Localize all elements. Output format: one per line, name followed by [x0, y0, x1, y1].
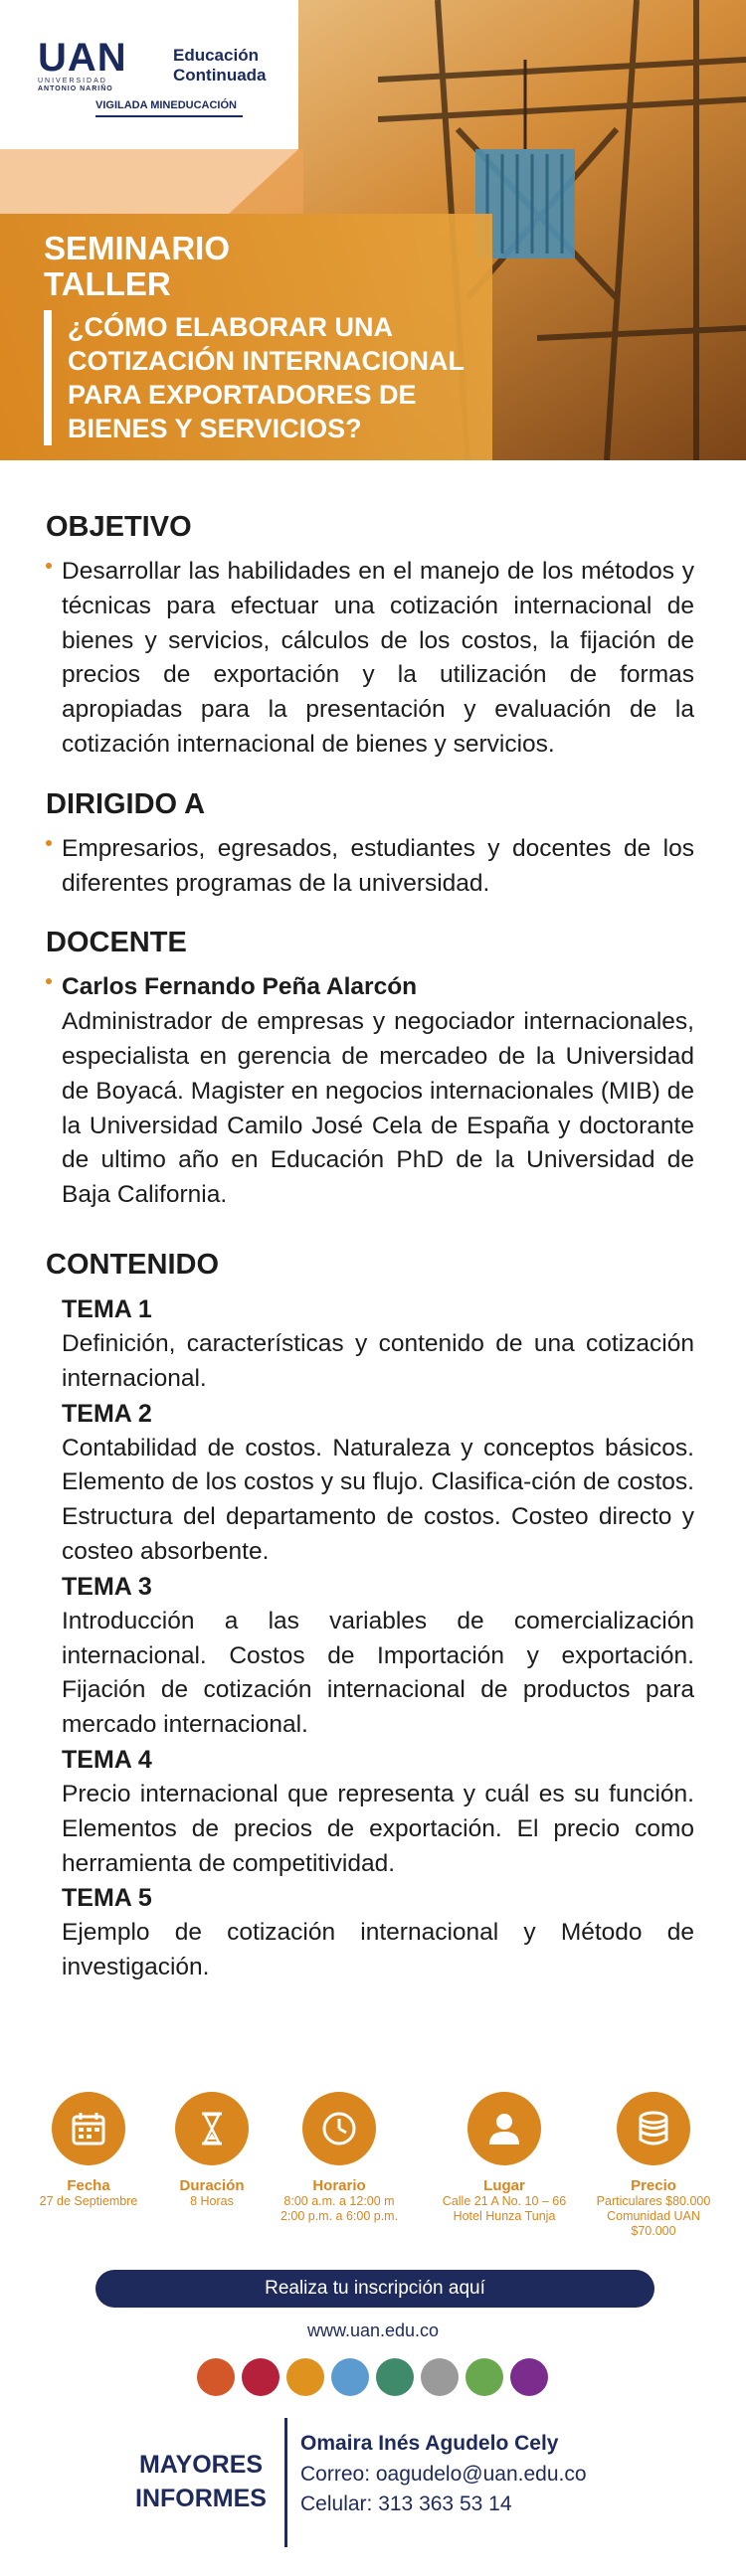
horario-label: Horario: [312, 2177, 366, 2194]
fecha-value: 27 de Septiembre: [39, 2194, 138, 2208]
header-banner: [0, 0, 746, 460]
precio-line-2: Comunidad UAN $70.000: [607, 2209, 700, 2238]
docente-heading: DOCENTE: [46, 927, 187, 959]
duracion-value: 8 Horas: [190, 2194, 234, 2208]
website-link[interactable]: www.uan.edu.co: [306, 2320, 440, 2340]
objetivo-text-item: [46, 555, 694, 763]
tema-3-text: Introducción a las variables de comercialización internacional. Costos de Importación y exportación. Fijación de cotización internacional de productos para mercado internacional.: [62, 1607, 694, 1739]
info-fecha: [24, 2092, 153, 2209]
informes-label: INFORMES: [135, 2485, 267, 2512]
precio-line-1: Particulares $80.000: [596, 2194, 711, 2208]
main-content: [46, 509, 694, 2009]
lugar-label: Lugar: [483, 2177, 525, 2194]
hourglass-icon: [175, 2092, 249, 2165]
dirigido-section: [46, 786, 694, 902]
lugar-line-2: Hotel Hunza Tunja: [453, 2209, 556, 2223]
contact-phone[interactable]: Celular: 313 363 53 14: [300, 2492, 512, 2515]
fecha-label: Fecha: [67, 2177, 110, 2194]
dirigido-text: Empresarios, egresados, estudiantes y docentes de los diferentes programas de la universidad.: [62, 834, 694, 897]
docente-text-item: [46, 970, 694, 1213]
vigilada-label: VIGILADA MINEDUCACIÓN: [95, 99, 237, 111]
contenido-section: [46, 1247, 694, 1985]
dirigido-heading: DIRIGIDO A: [46, 787, 206, 820]
divider: [95, 115, 243, 117]
question-line-4: BIENES Y SERVICIOS?: [68, 414, 362, 443]
color-dot: [331, 2358, 369, 2396]
bullet-icon: [46, 840, 52, 846]
coins-icon: [617, 2092, 690, 2165]
register-button[interactable]: Realiza tu inscripción aquí: [95, 2270, 654, 2308]
tema-4-label: TEMA 4: [62, 1745, 152, 1774]
tema-2-text: Contabilidad de costos. Naturaleza y conceptos básicos. Elemento de los costos y su flujo. Clasifica-ción de costos. Estructura del departamento de costos. Costeo directo y costeo absorbente.: [62, 1434, 694, 1565]
duracion-label: Duración: [179, 2177, 245, 2194]
color-dot: [466, 2358, 503, 2396]
objetivo-text: Desarrollar las habilidades en el manejo de los métodos y técnicas para efectuar una cotización internacional de bienes y servicios, cálculos de los costos, la fijación de precios de exportación y la utilización de formas apropiadas para la presentación y evaluación de la cotización internacional de bienes y servicios.: [62, 558, 694, 758]
color-dot: [286, 2358, 324, 2396]
taller-title: TALLER: [44, 265, 171, 302]
contact-heading: [131, 2448, 271, 2515]
docente-name: Carlos Fernando Peña Alarcón: [62, 973, 418, 1001]
question-line-3: PARA EXPORTADORES DE: [68, 380, 417, 410]
mayores-label: MAYORES: [138, 2451, 264, 2479]
educacion-label: Educación: [173, 46, 259, 65]
contenido-heading: CONTENIDO: [46, 1248, 219, 1281]
info-duracion: [147, 2092, 277, 2209]
bullet-icon: [46, 978, 52, 984]
color-dot: [242, 2358, 280, 2396]
question-line-2: COTIZACIÓN INTERNACIONAL: [68, 346, 465, 376]
tema-3-label: TEMA 3: [62, 1572, 152, 1601]
color-dot: [510, 2358, 548, 2396]
lugar-line-1: Calle 21 A No. 10 – 66: [442, 2194, 567, 2208]
contact-divider: [284, 2418, 287, 2547]
precio-label: Precio: [631, 2177, 676, 2194]
logo-text: UAN: [38, 36, 127, 80]
bullet-icon: [46, 563, 52, 569]
uan-logo[interactable]: [0, 0, 298, 139]
info-horario: [275, 2092, 404, 2224]
question-line-1: ¿CÓMO ELABORAR UNA: [68, 312, 393, 342]
tema-1-label: TEMA 1: [62, 1294, 152, 1323]
logo-subtitle-1: UNIVERSIDAD: [38, 78, 107, 85]
horario-line-1: 8:00 a.m. a 12:00 m: [283, 2194, 395, 2208]
contact-name: Omaira Inés Agudelo Cely: [300, 2432, 559, 2455]
person-icon: [467, 2092, 541, 2165]
title-bar: [44, 310, 52, 445]
color-dot: [421, 2358, 459, 2396]
seminario-title: SEMINARIO: [44, 230, 231, 266]
tema-1-text: Definición, características y contenido de una cotización internacional.: [62, 1329, 694, 1392]
color-dot: [197, 2358, 235, 2396]
continuada-label: Continuada: [173, 66, 267, 85]
docente-bio: Administrador de empresas y negociador internacionales, especialista en gerencia de mercadeo de la Universidad de Boyacá. Magister en negocios internacionales (MIB) de la Universidad Camilo José Cela de España y doctorante de ultimo año en Educación PhD de la Universidad de Baja California.: [62, 1008, 694, 1209]
tema-2-label: TEMA 2: [62, 1399, 152, 1428]
objetivo-section: [46, 509, 694, 763]
info-precio: [589, 2092, 718, 2239]
clock-icon: [302, 2092, 376, 2165]
docente-section: [46, 925, 694, 1213]
tema-5-label: TEMA 5: [62, 1884, 152, 1913]
tema-5-text: Ejemplo de cotización internacional y Método de investigación.: [62, 1919, 694, 1981]
objetivo-heading: OBJETIVO: [46, 511, 192, 543]
calendar-icon: [52, 2092, 125, 2165]
logo-subtitle-2: ANTONIO NARIÑO: [38, 86, 113, 92]
horario-line-2: 2:00 p.m. a 6:00 p.m.: [280, 2209, 399, 2223]
color-dots: [197, 2358, 555, 2398]
color-dot: [376, 2358, 414, 2396]
tema-4-text: Precio internacional que representa y cuál es su función. Elementos de precios de exportación. El precio como herramienta de competitividad.: [62, 1780, 694, 1877]
info-lugar: [440, 2092, 569, 2224]
contact-email[interactable]: Correo: oagudelo@uan.edu.co: [300, 2463, 587, 2486]
dirigido-text-item: [46, 832, 694, 902]
